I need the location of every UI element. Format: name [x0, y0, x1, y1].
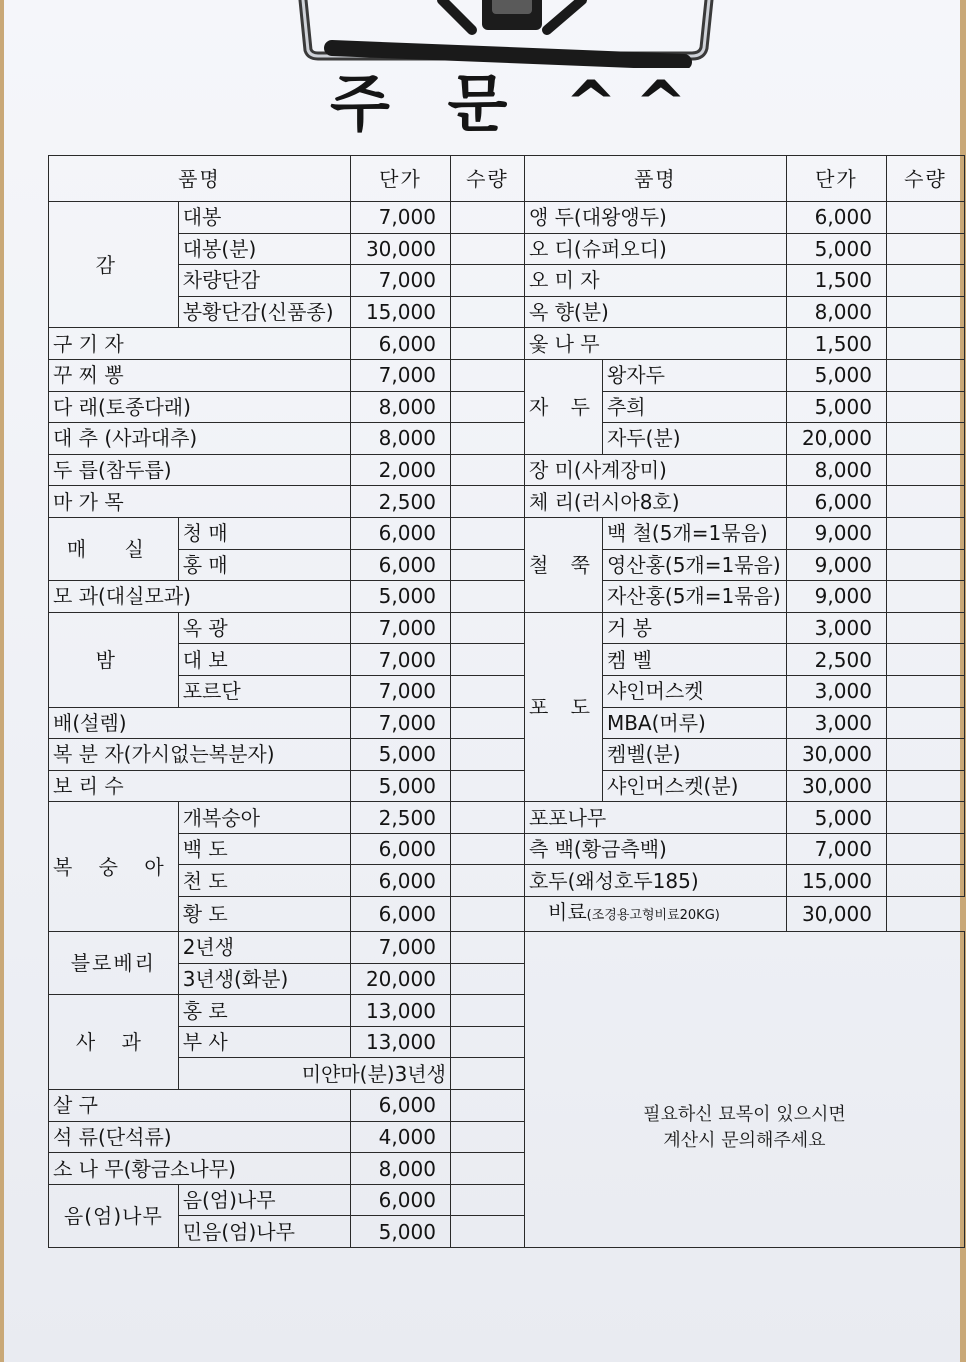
item-name: 복 분 자(가시없는복분자): [49, 739, 351, 771]
table-row: [49, 454, 965, 486]
table-row: [49, 644, 965, 676]
table-row: [49, 391, 965, 423]
header-price-left: 단가: [351, 156, 451, 202]
item-name: 부 사: [178, 1026, 350, 1058]
qty-input[interactable]: [450, 1058, 524, 1090]
qty-input[interactable]: [450, 1121, 524, 1153]
item-name: 민음(엄)나무: [178, 1216, 350, 1248]
item-price: 3,000: [786, 612, 886, 644]
qty-input[interactable]: [450, 581, 524, 613]
qty-input[interactable]: [450, 359, 524, 391]
table-row: [49, 581, 965, 613]
item-price: 8,000: [351, 391, 451, 423]
item-name: 왕자두: [602, 359, 786, 391]
item-price: 6,000: [351, 833, 451, 865]
note-box: [524, 932, 964, 1248]
item-name: 2년생: [178, 932, 350, 964]
table-row: [49, 932, 965, 964]
group-label: 블로베리: [49, 932, 179, 995]
table-row: [49, 423, 965, 455]
item-name: 체 리(러시아8호): [524, 486, 786, 518]
qty-input[interactable]: [450, 1090, 524, 1122]
item-name: 앵 두(대왕앵두): [524, 202, 786, 234]
qty-input[interactable]: [450, 328, 524, 360]
item-name: 장 미(사계장미): [524, 454, 786, 486]
item-price: 20,000: [351, 963, 451, 995]
qty-input[interactable]: [886, 454, 964, 486]
table-row: [49, 707, 965, 739]
item-price: 13,000: [351, 995, 451, 1027]
qty-input[interactable]: [450, 995, 524, 1027]
group-label: 매 실: [49, 517, 179, 580]
qty-input[interactable]: [886, 233, 964, 265]
item-name: 홍 매: [178, 549, 350, 581]
item-name: 자산홍(5개=1묶음): [602, 581, 786, 613]
item-price: 1,500: [786, 328, 886, 360]
table-row: [49, 517, 965, 549]
qty-input[interactable]: [450, 675, 524, 707]
item-price: 7,000: [351, 707, 451, 739]
item-name: MBA(머루): [602, 707, 786, 739]
page-title: 주 문 ^^: [330, 67, 705, 140]
item-name: 석 류(단석류): [49, 1121, 351, 1153]
qty-input[interactable]: [450, 549, 524, 581]
item-price: 20,000: [786, 423, 886, 455]
item-name: 배(설렘): [49, 707, 351, 739]
item-name: 두 릅(참두릅): [49, 454, 351, 486]
qty-input[interactable]: [450, 296, 524, 328]
item-price: 6,000: [351, 1090, 451, 1122]
qty-input[interactable]: [886, 675, 964, 707]
table-row: [49, 328, 965, 360]
qty-input[interactable]: [886, 391, 964, 423]
item-name: 보 리 수: [49, 770, 351, 802]
item-price: 8,000: [351, 423, 451, 455]
item-name: 백 도: [178, 833, 350, 865]
item-name: 포르단: [178, 675, 350, 707]
item-price: 30,000: [351, 233, 451, 265]
item-price: 15,000: [351, 296, 451, 328]
item-price: 7,000: [351, 932, 451, 964]
item-name: 미얀마(분)3년생: [178, 1058, 450, 1090]
qty-input[interactable]: [450, 1184, 524, 1216]
item-name: 영산홍(5개=1묶음): [602, 549, 786, 581]
group-label: 철 쭉: [524, 517, 602, 612]
item-name: 샤인머스켓(분): [602, 770, 786, 802]
item-price: 5,000: [786, 359, 886, 391]
table-row: [49, 865, 965, 897]
item-name: 마 가 목: [49, 486, 351, 518]
fertilizer-label: 비료: [548, 900, 587, 925]
item-price: 5,000: [786, 391, 886, 423]
item-name: 개복숭아: [178, 802, 350, 834]
item-price: 7,000: [351, 359, 451, 391]
qty-input[interactable]: [886, 865, 964, 897]
group-label: 복 숭 아: [49, 802, 179, 932]
fertilizer-detail: (조경용고형비료20KG): [586, 908, 720, 924]
table-row: [49, 296, 965, 328]
item-price: 3,000: [786, 675, 886, 707]
table-row: [49, 739, 965, 771]
item-price: 5,000: [351, 739, 451, 771]
item-name: 옥 광: [178, 612, 350, 644]
item-name: 대 추 (사과대추): [49, 423, 351, 455]
item-name: 대봉(분): [178, 233, 350, 265]
note-line-2: 계산시 문의해주세요: [663, 1130, 826, 1152]
header-price-right: 단가: [786, 156, 886, 202]
note-text: [525, 1102, 964, 1154]
qty-input[interactable]: [886, 202, 964, 234]
item-price: 6,000: [351, 549, 451, 581]
qty-input[interactable]: [450, 1153, 524, 1185]
item-name: 자두(분): [602, 423, 786, 455]
item-name: 살 구: [49, 1090, 351, 1122]
item-price: 9,000: [786, 581, 886, 613]
qty-input[interactable]: [886, 549, 964, 581]
qty-input[interactable]: [886, 644, 964, 676]
item-name: 음(엄)나무: [178, 1184, 350, 1216]
table-row: [49, 802, 965, 834]
item-name: 오 디(슈퍼오디): [524, 233, 786, 265]
qty-input[interactable]: [886, 423, 964, 455]
item-price: 5,000: [351, 770, 451, 802]
item-name: 꾸 찌 뽕: [49, 359, 351, 391]
qty-input[interactable]: [886, 707, 964, 739]
qty-input[interactable]: [450, 454, 524, 486]
qty-input[interactable]: [886, 739, 964, 771]
qty-input[interactable]: [450, 802, 524, 834]
table-row: [49, 202, 965, 234]
item-name: 켐벨(분): [602, 739, 786, 771]
table-row: [49, 770, 965, 802]
item-price: 7,000: [786, 833, 886, 865]
qty-input[interactable]: [886, 770, 964, 802]
item-price: 5,000: [351, 1216, 451, 1248]
item-name: 천 도: [178, 865, 350, 897]
item-price: 7,000: [351, 612, 451, 644]
qty-input[interactable]: [450, 423, 524, 455]
item-name: 구 기 자: [49, 328, 351, 360]
item-price: 7,000: [351, 265, 451, 297]
item-price: 2,000: [351, 454, 451, 486]
qty-input[interactable]: [450, 612, 524, 644]
table-row: [49, 265, 965, 297]
item-price: 30,000: [786, 770, 886, 802]
qty-input[interactable]: [450, 739, 524, 771]
qty-input[interactable]: [450, 707, 524, 739]
item-price: 7,000: [351, 675, 451, 707]
item-name: 봉황단감(신품종): [178, 296, 350, 328]
item-price: 6,000: [786, 486, 886, 518]
item-name-fertilizer: [524, 897, 786, 932]
item-name: 소 나 무(황금소나무): [49, 1153, 351, 1185]
group-label: 사 과: [49, 995, 179, 1090]
table-header: [49, 156, 965, 202]
item-name: 3년생(화분): [178, 963, 350, 995]
item-name: 호두(왜성호두185): [524, 865, 786, 897]
item-name: 차량단감: [178, 265, 350, 297]
item-name: 홍 로: [178, 995, 350, 1027]
item-price: 9,000: [786, 549, 886, 581]
note-line-1: 필요하신 묘목이 있으시면: [643, 1104, 846, 1126]
item-name: 옥 향(분): [524, 296, 786, 328]
qty-input[interactable]: [886, 612, 964, 644]
qty-input[interactable]: [450, 897, 524, 932]
qty-input[interactable]: [450, 233, 524, 265]
group-label: 자 두: [524, 359, 602, 454]
qty-input[interactable]: [450, 644, 524, 676]
item-price: 30,000: [786, 897, 886, 932]
item-price: 30,000: [786, 739, 886, 771]
order-table: [48, 155, 965, 1248]
qty-input[interactable]: [886, 486, 964, 518]
table-row: [49, 549, 965, 581]
item-price: 6,000: [351, 865, 451, 897]
qty-input[interactable]: [886, 833, 964, 865]
item-price: 6,000: [351, 328, 451, 360]
table-row: [49, 897, 965, 932]
qty-input[interactable]: [450, 265, 524, 297]
item-price: 7,000: [351, 202, 451, 234]
table-row: [49, 612, 965, 644]
item-price: 6,000: [786, 202, 886, 234]
qty-input[interactable]: [450, 833, 524, 865]
item-price: 6,000: [351, 517, 451, 549]
table-row: [49, 486, 965, 518]
item-name: 추희: [602, 391, 786, 423]
group-label: 밤: [49, 612, 179, 707]
item-price: 15,000: [786, 865, 886, 897]
group-label: 감: [49, 202, 179, 328]
item-name: 모 과(대실모과): [49, 581, 351, 613]
qty-input[interactable]: [886, 581, 964, 613]
item-name: 백 철(5개=1묶음): [602, 517, 786, 549]
qty-input[interactable]: [886, 328, 964, 360]
qty-input[interactable]: [450, 1026, 524, 1058]
qty-input[interactable]: [886, 359, 964, 391]
qty-input[interactable]: [450, 517, 524, 549]
clipboard-clip-icon: [292, 0, 720, 68]
qty-input[interactable]: [450, 391, 524, 423]
item-price: 6,000: [351, 897, 451, 932]
qty-input[interactable]: [450, 865, 524, 897]
item-price: 2,500: [786, 644, 886, 676]
item-name: 대봉: [178, 202, 350, 234]
qty-input[interactable]: [886, 517, 964, 549]
item-name: 옻 나 무: [524, 328, 786, 360]
qty-input[interactable]: [886, 296, 964, 328]
item-price: 13,000: [351, 1026, 451, 1058]
header-qty-right: 수량: [886, 156, 964, 202]
qty-input[interactable]: [450, 1216, 524, 1248]
group-label: 포 도: [524, 612, 602, 802]
item-name: 황 도: [178, 897, 350, 932]
item-name: 다 래(토종다래): [49, 391, 351, 423]
item-price: 8,000: [786, 454, 886, 486]
table-row: [49, 833, 965, 865]
group-label: 음(엄)나무: [49, 1184, 179, 1247]
item-name: 대 보: [178, 644, 350, 676]
item-price: 9,000: [786, 517, 886, 549]
table-row: [49, 675, 965, 707]
item-price: 8,000: [351, 1153, 451, 1185]
item-name: 측 백(황금측백): [524, 833, 786, 865]
header-name-left: 품명: [49, 156, 351, 202]
item-price: 2,500: [351, 802, 451, 834]
item-price: 5,000: [786, 233, 886, 265]
qty-input[interactable]: [450, 932, 524, 964]
item-price: 6,000: [351, 1184, 451, 1216]
qty-input[interactable]: [886, 265, 964, 297]
header-name-right: 품명: [524, 156, 786, 202]
item-name: 청 매: [178, 517, 350, 549]
item-price: 7,000: [351, 644, 451, 676]
item-name: 거 봉: [602, 612, 786, 644]
item-price: 5,000: [786, 802, 886, 834]
qty-input[interactable]: [450, 486, 524, 518]
qty-input[interactable]: [450, 963, 524, 995]
item-price: 3,000: [786, 707, 886, 739]
item-name: 샤인머스켓: [602, 675, 786, 707]
item-price: 8,000: [786, 296, 886, 328]
item-name: 켐 벨: [602, 644, 786, 676]
item-price: 1,500: [786, 265, 886, 297]
header-qty-left: 수량: [450, 156, 524, 202]
qty-input[interactable]: [886, 802, 964, 834]
item-name: 포포나무: [524, 802, 786, 834]
item-price: 5,000: [351, 581, 451, 613]
item-price: 2,500: [351, 486, 451, 518]
item-name: 오 미 자: [524, 265, 786, 297]
item-price: 4,000: [351, 1121, 451, 1153]
table-row: [49, 233, 965, 265]
table-row: [49, 359, 965, 391]
qty-input[interactable]: [450, 202, 524, 234]
qty-input[interactable]: [450, 770, 524, 802]
